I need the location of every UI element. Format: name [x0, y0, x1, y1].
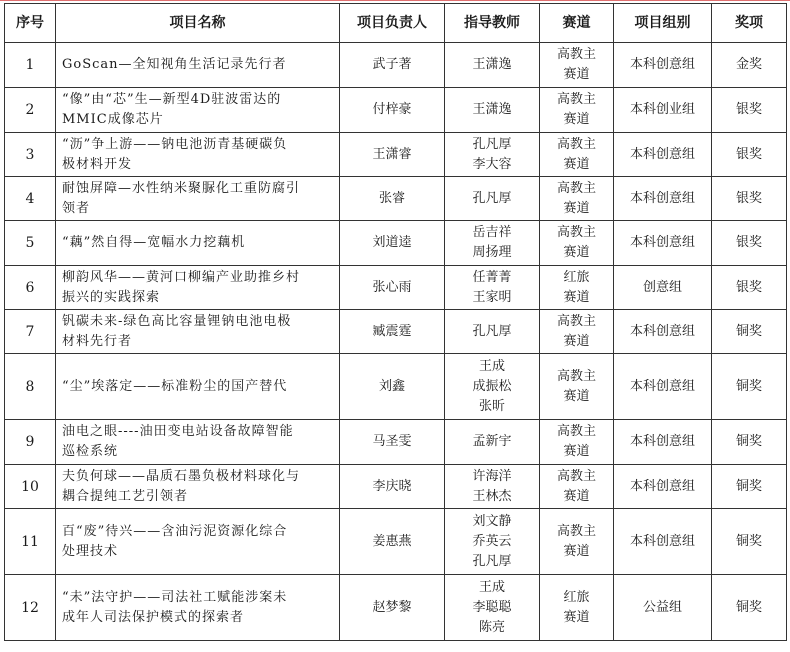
mentors-line: 李聪聪 [472, 599, 512, 615]
track-line: 赛道 [563, 388, 590, 404]
mentors [445, 88, 540, 133]
mentors-line: 王成 [478, 358, 505, 374]
project-leader: 姜惠燕 [340, 509, 445, 575]
table-row [5, 575, 787, 641]
project-group: 本科创意组 [614, 43, 712, 88]
table-row [5, 133, 787, 177]
project-leader: 刘鑫 [340, 354, 445, 420]
track-line: 赛道 [563, 245, 590, 260]
row-number: 12 [5, 575, 56, 641]
header-no: 序号 [5, 4, 56, 43]
track-line: 高教主 [556, 92, 596, 107]
project-leader: 王潇睿 [340, 133, 445, 177]
mentors [445, 221, 540, 266]
track [540, 221, 614, 266]
table-row [5, 354, 787, 420]
project-name [56, 465, 340, 509]
track [540, 133, 614, 177]
project-group: 本科创意组 [614, 177, 712, 221]
track-line: 高教主 [556, 424, 596, 439]
award: 银奖 [712, 88, 787, 133]
track-line: 高教主 [556, 47, 596, 62]
table-row [5, 509, 787, 575]
mentors-line: 王家明 [472, 289, 512, 305]
project-name-line: 钒碳未来-绿色高比容量锂钠电池电极 [62, 313, 292, 329]
project-group: 本科创意组 [614, 465, 712, 509]
project-name-line: 成年人司法保护模式的探索者 [62, 609, 245, 625]
mentors-line: 王潇逸 [472, 102, 512, 117]
track-line: 赛道 [563, 488, 590, 504]
track-line: 高教主 [556, 313, 596, 329]
mentors-line: 孔凡厚 [472, 190, 512, 206]
project-group: 本科创意组 [614, 509, 712, 575]
award: 银奖 [712, 266, 787, 310]
mentors [445, 177, 540, 221]
row-number: 6 [5, 266, 56, 310]
project-name-line: “藕”然自得—宽幅水力挖藕机 [62, 235, 246, 250]
row-number: 7 [5, 310, 56, 354]
mentors-line: 孔凡厚 [472, 136, 512, 152]
project-name [56, 43, 340, 88]
row-number: 10 [5, 465, 56, 509]
row-number: 11 [5, 509, 56, 575]
row-number: 2 [5, 88, 56, 133]
mentors-line: 陈亮 [478, 619, 505, 635]
mentors [445, 310, 540, 354]
project-name-line: “像”由“芯”生—新型4D驻波雷达的 [62, 92, 282, 107]
project-leader: 刘道逵 [340, 221, 445, 266]
project-name [56, 354, 340, 420]
project-name [56, 177, 340, 221]
track [540, 177, 614, 221]
award: 铜奖 [712, 420, 787, 465]
row-number: 5 [5, 221, 56, 266]
project-name [56, 509, 340, 575]
track-line: 高教主 [556, 368, 596, 384]
project-name-line: “尘”埃落定——标准粉尘的国产替代 [62, 378, 288, 394]
project-name-line: GoScan—全知视角生活记录先行者 [62, 57, 287, 72]
track [540, 43, 614, 88]
mentors-line: 张昕 [478, 398, 505, 414]
mentors-line: 乔英云 [472, 533, 512, 549]
mentors [445, 465, 540, 509]
table-body [5, 43, 787, 641]
mentors-line: 岳吉祥 [472, 225, 512, 240]
mentors-line: 李大容 [472, 156, 512, 172]
awards-table [4, 3, 787, 641]
mentors-line: 孔凡厚 [472, 323, 512, 339]
mentors [445, 575, 540, 641]
mentors-line: 王林杰 [472, 488, 512, 504]
table-row [5, 88, 787, 133]
table-row [5, 266, 787, 310]
project-group: 本科创业组 [614, 88, 712, 133]
track-line: 高教主 [556, 225, 596, 240]
table-row [5, 465, 787, 509]
track [540, 509, 614, 575]
award: 铜奖 [712, 575, 787, 641]
project-name [56, 310, 340, 354]
header-mentor: 指导教师 [445, 4, 540, 43]
header-award: 奖项 [712, 4, 787, 43]
track [540, 266, 614, 310]
track [540, 354, 614, 420]
row-number: 8 [5, 354, 56, 420]
project-name-line: 夫负何球——晶质石墨负极材料球化与 [62, 468, 301, 484]
header-row [5, 4, 787, 43]
track-line: 高教主 [556, 136, 596, 152]
mentors-line: 周扬理 [472, 245, 512, 260]
project-group: 本科创意组 [614, 420, 712, 465]
track-line: 赛道 [563, 156, 590, 172]
top-border-line [0, 0, 790, 1]
track-line: 赛道 [563, 543, 590, 559]
mentors-line: 王成 [478, 579, 505, 595]
project-leader: 赵梦黎 [340, 575, 445, 641]
project-leader: 马圣雯 [340, 420, 445, 465]
mentors-line: 孔凡厚 [472, 553, 512, 569]
project-group: 本科创意组 [614, 221, 712, 266]
project-group: 创意组 [614, 266, 712, 310]
project-name-line: 领者 [62, 200, 91, 216]
track-line: 赛道 [563, 67, 590, 82]
project-name-line: 处理技术 [62, 543, 119, 559]
track [540, 310, 614, 354]
project-leader: 张心雨 [340, 266, 445, 310]
track-line: 赛道 [563, 333, 590, 349]
project-name [56, 88, 340, 133]
mentors [445, 43, 540, 88]
header-group: 项目组别 [614, 4, 712, 43]
table-row [5, 177, 787, 221]
project-name [56, 575, 340, 641]
project-leader: 张睿 [340, 177, 445, 221]
award: 银奖 [712, 221, 787, 266]
track-line: 赛道 [563, 444, 590, 459]
mentors [445, 354, 540, 420]
track [540, 420, 614, 465]
project-leader: 臧震霆 [340, 310, 445, 354]
project-name-line: 油电之眼----油田变电站设备故障智能 [62, 424, 294, 439]
project-name-line: 极材料开发 [62, 156, 133, 172]
row-number: 3 [5, 133, 56, 177]
track-line: 赛道 [563, 609, 590, 625]
project-name [56, 266, 340, 310]
track [540, 465, 614, 509]
project-group: 本科创意组 [614, 133, 712, 177]
table-row [5, 43, 787, 88]
track-line: 赛道 [563, 112, 590, 127]
award: 银奖 [712, 177, 787, 221]
award: 铜奖 [712, 465, 787, 509]
mentors-line: 许海洋 [472, 468, 512, 484]
track-line: 红旅 [563, 269, 590, 285]
header-project-name: 项目名称 [56, 4, 340, 43]
header-leader: 项目负责人 [340, 4, 445, 43]
track-line: 红旅 [563, 589, 590, 605]
award: 铜奖 [712, 354, 787, 420]
track-line: 赛道 [563, 289, 590, 305]
mentors-line: 孟新宇 [472, 434, 512, 449]
project-name [56, 133, 340, 177]
track [540, 88, 614, 133]
row-number: 1 [5, 43, 56, 88]
award: 铜奖 [712, 310, 787, 354]
table-row [5, 221, 787, 266]
mentors-line: 成振松 [472, 378, 512, 394]
track-line: 高教主 [556, 180, 596, 196]
project-name-line: “未”法守护——司法社工赋能涉案未 [62, 589, 288, 605]
project-group: 本科创意组 [614, 310, 712, 354]
mentors-line: 任菁菁 [472, 269, 512, 285]
awards-table-container [4, 3, 786, 641]
mentors-line: 王潇逸 [472, 57, 512, 72]
project-name [56, 420, 340, 465]
project-name-line: 百“废”待兴——含油污泥资源化综合 [62, 523, 288, 539]
project-name-line: “沥”争上游——钠电池沥青基硬碳负 [62, 136, 288, 152]
track [540, 575, 614, 641]
project-leader: 付梓豪 [340, 88, 445, 133]
project-name [56, 221, 340, 266]
track-line: 高教主 [556, 523, 596, 539]
mentors [445, 133, 540, 177]
award: 银奖 [712, 133, 787, 177]
award: 金奖 [712, 43, 787, 88]
track-line: 赛道 [563, 200, 590, 216]
project-leader: 李庆晓 [340, 465, 445, 509]
project-name-line: MMIC成像芯片 [62, 112, 164, 127]
track-line: 高教主 [556, 468, 596, 484]
project-group: 本科创意组 [614, 354, 712, 420]
project-name-line: 耦合提纯工艺引领者 [62, 488, 189, 504]
project-group: 公益组 [614, 575, 712, 641]
table-row [5, 310, 787, 354]
row-number: 9 [5, 420, 56, 465]
mentors-line: 刘文静 [472, 513, 512, 529]
project-name-line: 巡检系统 [62, 444, 119, 459]
header-track: 赛道 [540, 4, 614, 43]
mentors [445, 266, 540, 310]
project-name-line: 耐蚀屏障—水性纳米聚脲化工重防腐引 [62, 180, 301, 196]
table-row [5, 420, 787, 465]
mentors [445, 509, 540, 575]
award: 铜奖 [712, 509, 787, 575]
row-number: 4 [5, 177, 56, 221]
project-name-line: 柳韵风华——黄河口柳编产业助推乡村 [62, 269, 301, 285]
mentors [445, 420, 540, 465]
project-leader: 武子著 [340, 43, 445, 88]
project-name-line: 振兴的实践探索 [62, 289, 161, 305]
project-name-line: 材料先行者 [62, 333, 133, 349]
